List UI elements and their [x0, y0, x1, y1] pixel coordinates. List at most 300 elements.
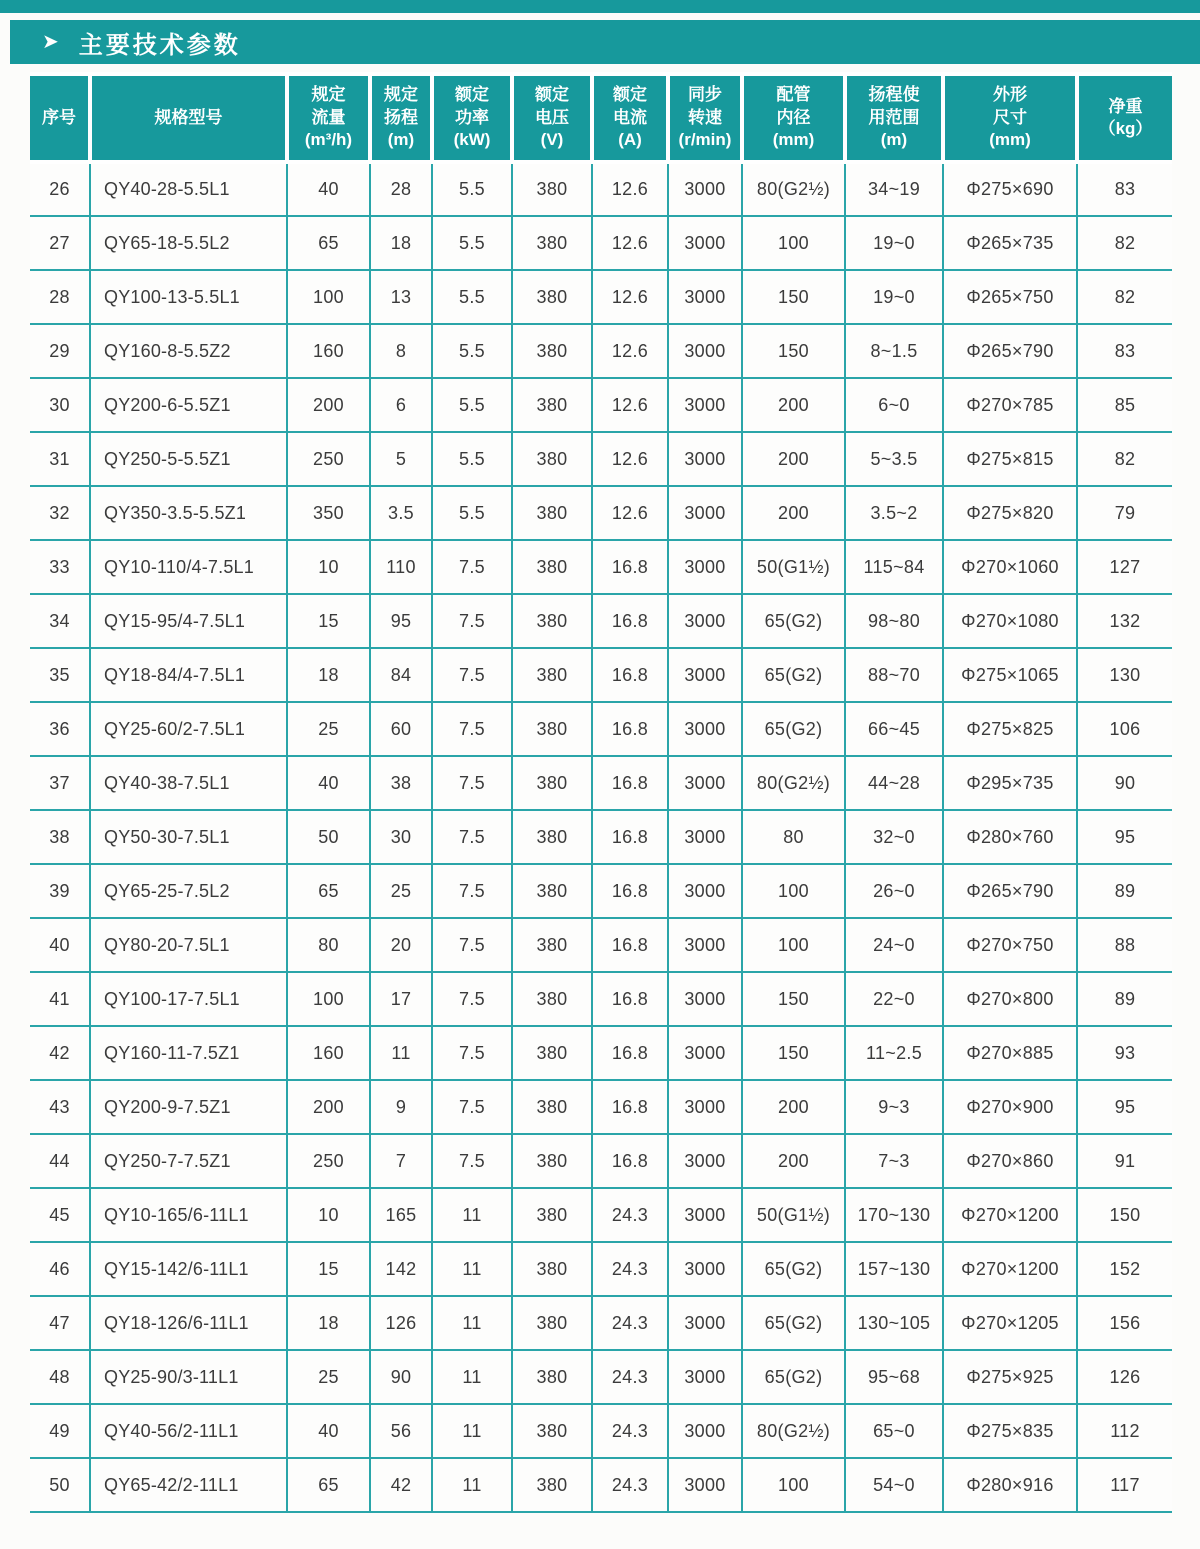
cell-dimensions: Φ270×1200 — [943, 1188, 1077, 1242]
cell-weight: 83 — [1077, 324, 1172, 378]
cell-model: QY350-3.5-5.5Z1 — [90, 486, 287, 540]
table-row — [30, 1296, 1172, 1350]
cell-current: 16.8 — [592, 1026, 668, 1080]
cell-voltage: 380 — [512, 1242, 592, 1296]
cell-weight: 93 — [1077, 1026, 1172, 1080]
cell-dimensions: Φ270×1060 — [943, 540, 1077, 594]
cell-current: 16.8 — [592, 810, 668, 864]
cell-range: 88~70 — [845, 648, 943, 702]
cell-range: 44~28 — [845, 756, 943, 810]
cell-speed: 3000 — [668, 756, 742, 810]
cell-speed: 3000 — [668, 1134, 742, 1188]
spec-table-wrap — [30, 72, 1172, 1513]
cell-dimensions: Φ280×760 — [943, 810, 1077, 864]
cell-weight: 89 — [1077, 972, 1172, 1026]
section-title-bar — [10, 20, 1200, 64]
cell-range: 157~130 — [845, 1242, 943, 1296]
table-row — [30, 810, 1172, 864]
table-row — [30, 702, 1172, 756]
cell-model: QY200-6-5.5Z1 — [90, 378, 287, 432]
table-row — [30, 1134, 1172, 1188]
table-row — [30, 486, 1172, 540]
cell-model: QY15-142/6-11L1 — [90, 1242, 287, 1296]
column-header-voltage: 额定 电压 (V) — [512, 74, 592, 162]
cell-flow: 250 — [287, 1134, 370, 1188]
cell-range: 5~3.5 — [845, 432, 943, 486]
cell-power: 11 — [432, 1350, 512, 1404]
cell-pipe: 80 — [742, 810, 845, 864]
cell-current: 12.6 — [592, 486, 668, 540]
cell-voltage: 380 — [512, 702, 592, 756]
cell-power: 5.5 — [432, 162, 512, 216]
cell-speed: 3000 — [668, 1242, 742, 1296]
cell-current: 24.3 — [592, 1188, 668, 1242]
cell-pipe: 50(G1½) — [742, 1188, 845, 1242]
cell-head: 165 — [370, 1188, 432, 1242]
cell-flow: 25 — [287, 702, 370, 756]
spec-table — [30, 72, 1172, 1513]
top-accent-strip — [0, 0, 1200, 13]
cell-flow: 25 — [287, 1350, 370, 1404]
table-row — [30, 1188, 1172, 1242]
cell-head: 42 — [370, 1458, 432, 1512]
cell-dimensions: Φ265×750 — [943, 270, 1077, 324]
cell-head: 13 — [370, 270, 432, 324]
cell-index: 32 — [30, 486, 90, 540]
cell-model: QY65-42/2-11L1 — [90, 1458, 287, 1512]
cell-weight: 82 — [1077, 432, 1172, 486]
cell-head: 28 — [370, 162, 432, 216]
cell-speed: 3000 — [668, 864, 742, 918]
cell-index: 38 — [30, 810, 90, 864]
cell-flow: 18 — [287, 648, 370, 702]
cell-model: QY40-56/2-11L1 — [90, 1404, 287, 1458]
cell-head: 11 — [370, 1026, 432, 1080]
cell-flow: 10 — [287, 1188, 370, 1242]
cell-dimensions: Φ270×900 — [943, 1080, 1077, 1134]
cell-voltage: 380 — [512, 648, 592, 702]
cell-head: 30 — [370, 810, 432, 864]
cell-voltage: 380 — [512, 1026, 592, 1080]
cell-range: 34~19 — [845, 162, 943, 216]
cell-dimensions: Φ270×885 — [943, 1026, 1077, 1080]
cell-weight: 156 — [1077, 1296, 1172, 1350]
cell-power: 5.5 — [432, 378, 512, 432]
cell-head: 25 — [370, 864, 432, 918]
table-row — [30, 162, 1172, 216]
cell-voltage: 380 — [512, 1404, 592, 1458]
cell-power: 7.5 — [432, 540, 512, 594]
cell-pipe: 200 — [742, 1134, 845, 1188]
cell-voltage: 380 — [512, 540, 592, 594]
table-body — [30, 162, 1172, 1512]
table-row — [30, 918, 1172, 972]
table-row — [30, 1026, 1172, 1080]
cell-model: QY250-7-7.5Z1 — [90, 1134, 287, 1188]
column-header-head: 规定 扬程 (m) — [370, 74, 432, 162]
cell-model: QY250-5-5.5Z1 — [90, 432, 287, 486]
cell-pipe: 200 — [742, 432, 845, 486]
cell-dimensions: Φ295×735 — [943, 756, 1077, 810]
cell-range: 6~0 — [845, 378, 943, 432]
cell-voltage: 380 — [512, 864, 592, 918]
cell-flow: 18 — [287, 1296, 370, 1350]
cell-dimensions: Φ280×916 — [943, 1458, 1077, 1512]
cell-current: 16.8 — [592, 918, 668, 972]
cell-dimensions: Φ265×790 — [943, 864, 1077, 918]
column-header-pipe: 配管 内径 (mm) — [742, 74, 845, 162]
cell-flow: 200 — [287, 378, 370, 432]
page-title: 主要技术参数 — [78, 31, 241, 59]
table-row — [30, 648, 1172, 702]
cell-voltage: 380 — [512, 1458, 592, 1512]
cell-voltage: 380 — [512, 1080, 592, 1134]
table-row — [30, 378, 1172, 432]
cell-voltage: 380 — [512, 756, 592, 810]
cell-voltage: 380 — [512, 1134, 592, 1188]
cell-weight: 126 — [1077, 1350, 1172, 1404]
cell-speed: 3000 — [668, 918, 742, 972]
cell-voltage: 380 — [512, 918, 592, 972]
cell-power: 11 — [432, 1296, 512, 1350]
cell-flow: 50 — [287, 810, 370, 864]
cell-range: 26~0 — [845, 864, 943, 918]
cell-current: 12.6 — [592, 378, 668, 432]
table-row — [30, 1404, 1172, 1458]
cell-current: 16.8 — [592, 1080, 668, 1134]
column-header-model: 规格型号 — [90, 74, 287, 162]
cell-weight: 132 — [1077, 594, 1172, 648]
cell-voltage: 380 — [512, 324, 592, 378]
cell-power: 11 — [432, 1458, 512, 1512]
table-row — [30, 270, 1172, 324]
cell-power: 7.5 — [432, 1134, 512, 1188]
cell-current: 12.6 — [592, 270, 668, 324]
cell-weight: 95 — [1077, 1080, 1172, 1134]
cell-index: 48 — [30, 1350, 90, 1404]
cell-model: QY10-165/6-11L1 — [90, 1188, 287, 1242]
cell-model: QY100-13-5.5L1 — [90, 270, 287, 324]
cell-voltage: 380 — [512, 270, 592, 324]
cell-head: 84 — [370, 648, 432, 702]
cell-index: 50 — [30, 1458, 90, 1512]
cell-model: QY160-11-7.5Z1 — [90, 1026, 287, 1080]
cell-index: 35 — [30, 648, 90, 702]
cell-power: 7.5 — [432, 810, 512, 864]
cell-index: 28 — [30, 270, 90, 324]
cell-index: 46 — [30, 1242, 90, 1296]
cell-speed: 3000 — [668, 1080, 742, 1134]
cell-model: QY200-9-7.5Z1 — [90, 1080, 287, 1134]
cell-head: 5 — [370, 432, 432, 486]
cell-voltage: 380 — [512, 216, 592, 270]
cell-head: 18 — [370, 216, 432, 270]
cell-model: QY18-126/6-11L1 — [90, 1296, 287, 1350]
cell-weight: 82 — [1077, 270, 1172, 324]
cell-range: 22~0 — [845, 972, 943, 1026]
cell-head: 6 — [370, 378, 432, 432]
cell-range: 65~0 — [845, 1404, 943, 1458]
cell-model: QY40-28-5.5L1 — [90, 162, 287, 216]
cell-range: 9~3 — [845, 1080, 943, 1134]
table-row — [30, 1458, 1172, 1512]
cell-head: 90 — [370, 1350, 432, 1404]
cell-pipe: 80(G2½) — [742, 756, 845, 810]
cell-index: 39 — [30, 864, 90, 918]
cell-model: QY65-18-5.5L2 — [90, 216, 287, 270]
cell-range: 11~2.5 — [845, 1026, 943, 1080]
cell-dimensions: Φ270×1205 — [943, 1296, 1077, 1350]
column-header-current: 额定 电流 (A) — [592, 74, 668, 162]
cell-speed: 3000 — [668, 486, 742, 540]
cell-head: 9 — [370, 1080, 432, 1134]
cell-current: 16.8 — [592, 756, 668, 810]
cell-voltage: 380 — [512, 972, 592, 1026]
cell-dimensions: Φ265×735 — [943, 216, 1077, 270]
cell-pipe: 65(G2) — [742, 702, 845, 756]
cell-current: 24.3 — [592, 1404, 668, 1458]
cell-pipe: 100 — [742, 1458, 845, 1512]
cell-power: 11 — [432, 1188, 512, 1242]
cell-current: 12.6 — [592, 324, 668, 378]
cell-flow: 10 — [287, 540, 370, 594]
cell-voltage: 380 — [512, 1188, 592, 1242]
cell-speed: 3000 — [668, 702, 742, 756]
cell-flow: 65 — [287, 864, 370, 918]
cell-speed: 3000 — [668, 1296, 742, 1350]
cell-speed: 3000 — [668, 972, 742, 1026]
column-header-power: 额定 功率 (kW) — [432, 74, 512, 162]
cell-speed: 3000 — [668, 1458, 742, 1512]
cell-power: 11 — [432, 1404, 512, 1458]
cell-weight: 152 — [1077, 1242, 1172, 1296]
cell-flow: 15 — [287, 594, 370, 648]
table-row — [30, 864, 1172, 918]
cell-flow: 350 — [287, 486, 370, 540]
cell-weight: 106 — [1077, 702, 1172, 756]
table-row — [30, 540, 1172, 594]
table-row — [30, 756, 1172, 810]
table-header — [30, 74, 1172, 162]
cell-model: QY15-95/4-7.5L1 — [90, 594, 287, 648]
cell-current: 12.6 — [592, 216, 668, 270]
cell-speed: 3000 — [668, 162, 742, 216]
cell-index: 31 — [30, 432, 90, 486]
cell-current: 16.8 — [592, 594, 668, 648]
cell-head: 126 — [370, 1296, 432, 1350]
cell-current: 16.8 — [592, 648, 668, 702]
cell-range: 95~68 — [845, 1350, 943, 1404]
cell-model: QY65-25-7.5L2 — [90, 864, 287, 918]
cell-power: 5.5 — [432, 216, 512, 270]
cell-weight: 130 — [1077, 648, 1172, 702]
cell-pipe: 200 — [742, 486, 845, 540]
cell-range: 32~0 — [845, 810, 943, 864]
cell-range: 24~0 — [845, 918, 943, 972]
cell-pipe: 150 — [742, 324, 845, 378]
cell-pipe: 65(G2) — [742, 594, 845, 648]
cell-flow: 100 — [287, 270, 370, 324]
cell-current: 16.8 — [592, 864, 668, 918]
cell-head: 95 — [370, 594, 432, 648]
cell-power: 7.5 — [432, 918, 512, 972]
cell-index: 26 — [30, 162, 90, 216]
column-header-speed: 同步 转速 (r/min) — [668, 74, 742, 162]
cell-index: 34 — [30, 594, 90, 648]
cell-index: 29 — [30, 324, 90, 378]
table-row — [30, 432, 1172, 486]
table-row — [30, 216, 1172, 270]
arrow-icon: ➤ — [42, 31, 59, 53]
cell-range: 66~45 — [845, 702, 943, 756]
cell-weight: 85 — [1077, 378, 1172, 432]
cell-voltage: 380 — [512, 810, 592, 864]
column-header-flow: 规定 流量 (m³/h) — [287, 74, 370, 162]
cell-power: 7.5 — [432, 594, 512, 648]
cell-speed: 3000 — [668, 594, 742, 648]
cell-index: 33 — [30, 540, 90, 594]
cell-index: 36 — [30, 702, 90, 756]
cell-pipe: 80(G2½) — [742, 162, 845, 216]
cell-head: 60 — [370, 702, 432, 756]
table-row — [30, 1350, 1172, 1404]
table-row — [30, 972, 1172, 1026]
cell-range: 8~1.5 — [845, 324, 943, 378]
cell-index: 45 — [30, 1188, 90, 1242]
cell-flow: 65 — [287, 1458, 370, 1512]
cell-current: 12.6 — [592, 432, 668, 486]
cell-index: 37 — [30, 756, 90, 810]
cell-dimensions: Φ275×690 — [943, 162, 1077, 216]
column-header-range: 扬程使 用范围 (m) — [845, 74, 943, 162]
cell-power: 7.5 — [432, 702, 512, 756]
cell-head: 8 — [370, 324, 432, 378]
cell-head: 142 — [370, 1242, 432, 1296]
cell-flow: 100 — [287, 972, 370, 1026]
cell-index: 40 — [30, 918, 90, 972]
cell-weight: 90 — [1077, 756, 1172, 810]
cell-weight: 82 — [1077, 216, 1172, 270]
cell-head: 56 — [370, 1404, 432, 1458]
cell-current: 16.8 — [592, 972, 668, 1026]
cell-weight: 88 — [1077, 918, 1172, 972]
cell-pipe: 200 — [742, 1080, 845, 1134]
cell-index: 47 — [30, 1296, 90, 1350]
cell-dimensions: Φ270×785 — [943, 378, 1077, 432]
cell-head: 17 — [370, 972, 432, 1026]
cell-current: 24.3 — [592, 1458, 668, 1512]
cell-head: 20 — [370, 918, 432, 972]
cell-flow: 160 — [287, 324, 370, 378]
cell-voltage: 380 — [512, 432, 592, 486]
cell-pipe: 200 — [742, 378, 845, 432]
column-header-dimensions: 外形 尺寸 (mm) — [943, 74, 1077, 162]
cell-model: QY100-17-7.5L1 — [90, 972, 287, 1026]
cell-pipe: 65(G2) — [742, 1350, 845, 1404]
cell-speed: 3000 — [668, 1350, 742, 1404]
cell-voltage: 380 — [512, 1350, 592, 1404]
cell-power: 5.5 — [432, 270, 512, 324]
table-row — [30, 1242, 1172, 1296]
table-row — [30, 324, 1172, 378]
cell-speed: 3000 — [668, 324, 742, 378]
cell-power: 5.5 — [432, 432, 512, 486]
cell-model: QY50-30-7.5L1 — [90, 810, 287, 864]
cell-flow: 160 — [287, 1026, 370, 1080]
cell-flow: 65 — [287, 216, 370, 270]
cell-range: 3.5~2 — [845, 486, 943, 540]
cell-weight: 112 — [1077, 1404, 1172, 1458]
cell-power: 11 — [432, 1242, 512, 1296]
cell-current: 24.3 — [592, 1296, 668, 1350]
cell-flow: 80 — [287, 918, 370, 972]
cell-model: QY18-84/4-7.5L1 — [90, 648, 287, 702]
cell-speed: 3000 — [668, 810, 742, 864]
cell-flow: 250 — [287, 432, 370, 486]
cell-current: 16.8 — [592, 702, 668, 756]
cell-power: 7.5 — [432, 864, 512, 918]
cell-model: QY25-60/2-7.5L1 — [90, 702, 287, 756]
cell-dimensions: Φ265×790 — [943, 324, 1077, 378]
cell-flow: 40 — [287, 162, 370, 216]
cell-current: 24.3 — [592, 1242, 668, 1296]
cell-range: 170~130 — [845, 1188, 943, 1242]
cell-model: QY160-8-5.5Z2 — [90, 324, 287, 378]
cell-range: 130~105 — [845, 1296, 943, 1350]
cell-speed: 3000 — [668, 216, 742, 270]
cell-voltage: 380 — [512, 594, 592, 648]
cell-speed: 3000 — [668, 1188, 742, 1242]
cell-dimensions: Φ275×835 — [943, 1404, 1077, 1458]
cell-flow: 40 — [287, 756, 370, 810]
column-header-weight: 净重 （kg） — [1077, 74, 1172, 162]
table-row — [30, 594, 1172, 648]
cell-pipe: 50(G1½) — [742, 540, 845, 594]
cell-speed: 3000 — [668, 1026, 742, 1080]
cell-speed: 3000 — [668, 432, 742, 486]
cell-range: 7~3 — [845, 1134, 943, 1188]
cell-weight: 83 — [1077, 162, 1172, 216]
cell-power: 7.5 — [432, 1080, 512, 1134]
cell-pipe: 150 — [742, 1026, 845, 1080]
cell-power: 5.5 — [432, 324, 512, 378]
cell-dimensions: Φ275×1065 — [943, 648, 1077, 702]
cell-range: 19~0 — [845, 270, 943, 324]
cell-pipe: 150 — [742, 270, 845, 324]
cell-flow: 40 — [287, 1404, 370, 1458]
cell-power: 5.5 — [432, 486, 512, 540]
cell-weight: 117 — [1077, 1458, 1172, 1512]
cell-head: 38 — [370, 756, 432, 810]
cell-index: 44 — [30, 1134, 90, 1188]
cell-speed: 3000 — [668, 378, 742, 432]
cell-current: 16.8 — [592, 1134, 668, 1188]
cell-range: 19~0 — [845, 216, 943, 270]
cell-current: 12.6 — [592, 162, 668, 216]
cell-head: 3.5 — [370, 486, 432, 540]
cell-pipe: 100 — [742, 864, 845, 918]
cell-dimensions: Φ270×1080 — [943, 594, 1077, 648]
cell-voltage: 380 — [512, 1296, 592, 1350]
cell-current: 24.3 — [592, 1350, 668, 1404]
cell-dimensions: Φ275×815 — [943, 432, 1077, 486]
cell-pipe: 65(G2) — [742, 1242, 845, 1296]
cell-voltage: 380 — [512, 162, 592, 216]
cell-head: 7 — [370, 1134, 432, 1188]
cell-pipe: 100 — [742, 918, 845, 972]
cell-pipe: 65(G2) — [742, 648, 845, 702]
cell-index: 27 — [30, 216, 90, 270]
